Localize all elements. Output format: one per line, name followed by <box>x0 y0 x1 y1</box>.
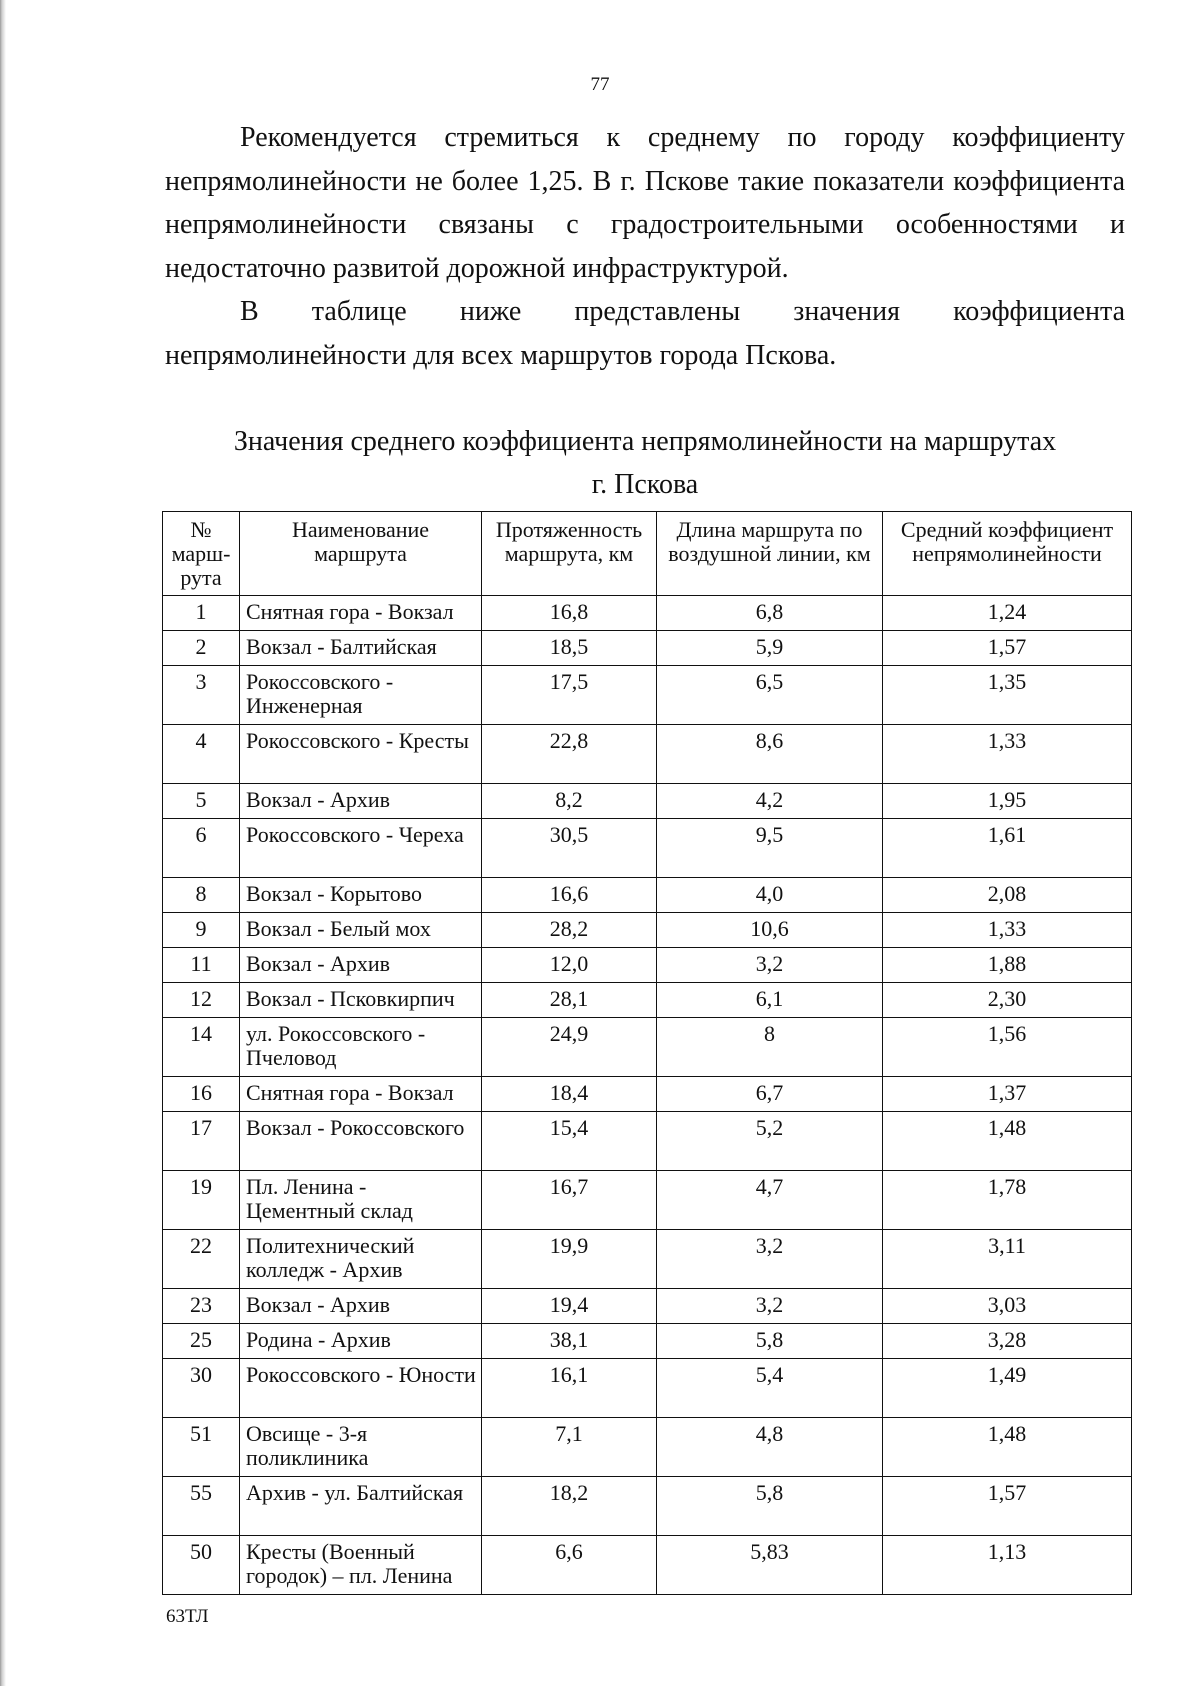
cell-route-length: 16,8 <box>482 596 657 631</box>
cell-avg-coefficient: 3,11 <box>883 1230 1132 1289</box>
table-row <box>163 1077 1132 1112</box>
cell-number: 23 <box>163 1289 240 1324</box>
header-air-distance: Длина маршрута по воздушной линии, км <box>657 512 883 596</box>
cell-number: 6 <box>163 819 240 878</box>
cell-route-name: Вокзал - Архив <box>240 1289 482 1324</box>
table-header-row <box>163 512 1132 596</box>
cell-number: 51 <box>163 1418 240 1477</box>
cell-number: 22 <box>163 1230 240 1289</box>
cell-route-name: Рокоссовского - Юности <box>240 1359 482 1418</box>
cell-number: 16 <box>163 1077 240 1112</box>
cell-air-distance: 9,5 <box>657 819 883 878</box>
cell-route-length: 22,8 <box>482 725 657 784</box>
cell-avg-coefficient: 2,30 <box>883 983 1132 1018</box>
cell-avg-coefficient: 3,03 <box>883 1289 1132 1324</box>
cell-avg-coefficient: 1,48 <box>883 1112 1132 1171</box>
routes-table-body <box>163 596 1132 1595</box>
table-row <box>163 1324 1132 1359</box>
cell-avg-coefficient: 1,56 <box>883 1018 1132 1077</box>
cell-air-distance: 5,83 <box>657 1536 883 1595</box>
table-row <box>163 596 1132 631</box>
cell-route-name: Вокзал - Архив <box>240 948 482 983</box>
cell-route-name: Рокоссовского - Инженерная <box>240 666 482 725</box>
cell-route-name: Рокоссовского - Череха <box>240 819 482 878</box>
cell-number: 17 <box>163 1112 240 1171</box>
cell-air-distance: 6,5 <box>657 666 883 725</box>
cell-air-distance: 8 <box>657 1018 883 1077</box>
cell-route-length: 6,6 <box>482 1536 657 1595</box>
table-row <box>163 878 1132 913</box>
cell-route-name: Вокзал - Архив <box>240 784 482 819</box>
page-number: 77 <box>590 74 610 95</box>
table-row <box>163 1418 1132 1477</box>
cell-route-length: 18,4 <box>482 1077 657 1112</box>
header-avg-coefficient: Средний коэффициент непрямолинейности <box>883 512 1132 596</box>
cell-route-length: 28,1 <box>482 983 657 1018</box>
cell-number: 14 <box>163 1018 240 1077</box>
cell-air-distance: 4,8 <box>657 1418 883 1477</box>
cell-number: 50 <box>163 1536 240 1595</box>
table-row <box>163 1359 1132 1418</box>
table-row <box>163 913 1132 948</box>
cell-number: 55 <box>163 1477 240 1536</box>
cell-route-name: Вокзал - Белый мох <box>240 913 482 948</box>
cell-route-length: 30,5 <box>482 819 657 878</box>
cell-route-name: Овсище - 3-я поликлиника <box>240 1418 482 1477</box>
cell-number: 25 <box>163 1324 240 1359</box>
cell-route-name: Снятная гора - Вокзал <box>240 596 482 631</box>
cell-route-name: ул. Рокоссовского - Пчеловод <box>240 1018 482 1077</box>
cell-route-length: 16,1 <box>482 1359 657 1418</box>
cell-avg-coefficient: 1,78 <box>883 1171 1132 1230</box>
table-title-line1: Значения среднего коэффициента непрямолинейности на маршрутах <box>233 426 1057 457</box>
cell-route-name: Кресты (Военный городок) – пл. Ленина <box>240 1536 482 1595</box>
cell-air-distance: 3,2 <box>657 1230 883 1289</box>
cell-number: 4 <box>163 725 240 784</box>
table-row <box>163 948 1132 983</box>
cell-air-distance: 5,2 <box>657 1112 883 1171</box>
cell-route-length: 12,0 <box>482 948 657 983</box>
table-row <box>163 1477 1132 1536</box>
cell-avg-coefficient: 3,28 <box>883 1324 1132 1359</box>
cell-route-name: Вокзал - Рокоссовского <box>240 1112 482 1171</box>
cell-air-distance: 4,7 <box>657 1171 883 1230</box>
table-title <box>160 420 1130 506</box>
cell-route-length: 8,2 <box>482 784 657 819</box>
paragraph-table-intro: В таблице ниже представлены значения коэффициента непрямолинейности для всех маршрутов города Пскова. <box>165 296 1125 371</box>
cell-air-distance: 3,2 <box>657 948 883 983</box>
cell-air-distance: 4,0 <box>657 878 883 913</box>
cell-air-distance: 4,2 <box>657 784 883 819</box>
table-row <box>163 819 1132 878</box>
cell-route-name: Рокоссовского - Кресты <box>240 725 482 784</box>
cell-route-name: Вокзал - Корытово <box>240 878 482 913</box>
table-row <box>163 1289 1132 1324</box>
cell-avg-coefficient: 1,95 <box>883 784 1132 819</box>
cell-avg-coefficient: 1,33 <box>883 913 1132 948</box>
cell-avg-coefficient: 1,37 <box>883 1077 1132 1112</box>
cell-route-name: Вокзал - Балтийская <box>240 631 482 666</box>
cell-avg-coefficient: 1,57 <box>883 631 1132 666</box>
cell-route-length: 38,1 <box>482 1324 657 1359</box>
cell-route-length: 19,4 <box>482 1289 657 1324</box>
table-row <box>163 1536 1132 1595</box>
cell-number: 11 <box>163 948 240 983</box>
table-row <box>163 784 1132 819</box>
table-row <box>163 666 1132 725</box>
cell-avg-coefficient: 1,33 <box>883 725 1132 784</box>
cell-route-name: Политехнический колледж - Архив <box>240 1230 482 1289</box>
table-title-line2: г. Пскова <box>591 469 699 500</box>
cell-avg-coefficient: 1,49 <box>883 1359 1132 1418</box>
cell-number: 3 <box>163 666 240 725</box>
cell-number: 12 <box>163 983 240 1018</box>
cell-route-length: 15,4 <box>482 1112 657 1171</box>
cell-number: 5 <box>163 784 240 819</box>
cell-avg-coefficient: 1,13 <box>883 1536 1132 1595</box>
cell-air-distance: 8,6 <box>657 725 883 784</box>
cell-number: 9 <box>163 913 240 948</box>
cell-avg-coefficient: 1,48 <box>883 1418 1132 1477</box>
cell-route-length: 16,6 <box>482 878 657 913</box>
cell-route-name: Родина - Архив <box>240 1324 482 1359</box>
cell-avg-coefficient: 1,61 <box>883 819 1132 878</box>
cell-route-length: 18,5 <box>482 631 657 666</box>
table-row <box>163 983 1132 1018</box>
cell-avg-coefficient: 1,88 <box>883 948 1132 983</box>
cell-route-length: 24,9 <box>482 1018 657 1077</box>
cell-route-name: Вокзал - Псковкирпич <box>240 983 482 1018</box>
cell-route-length: 16,7 <box>482 1171 657 1230</box>
cell-route-length: 7,1 <box>482 1418 657 1477</box>
cell-air-distance: 5,8 <box>657 1477 883 1536</box>
header-route-length: Протяженность маршрута, км <box>482 512 657 596</box>
table-row <box>163 1171 1132 1230</box>
cell-avg-coefficient: 2,08 <box>883 878 1132 913</box>
cell-avg-coefficient: 1,57 <box>883 1477 1132 1536</box>
cell-route-length: 19,9 <box>482 1230 657 1289</box>
cell-route-name: Снятная гора - Вокзал <box>240 1077 482 1112</box>
cell-route-length: 18,2 <box>482 1477 657 1536</box>
cell-number: 8 <box>163 878 240 913</box>
cell-number: 19 <box>163 1171 240 1230</box>
cell-route-length: 17,5 <box>482 666 657 725</box>
cell-air-distance: 6,7 <box>657 1077 883 1112</box>
header-number: № марш-рута <box>163 512 240 596</box>
cell-number: 2 <box>163 631 240 666</box>
table-row <box>163 1112 1132 1171</box>
table-row <box>163 631 1132 666</box>
cell-number: 1 <box>163 596 240 631</box>
paragraph-recommendation: Рекомендуется стремиться к среднему по городу коэффициенту непрямолинейности не более 1,25. В г. Пскове такие показатели коэффициента непрямолинейности связаны с градостроительными особенностями и недостаточно развитой дорожной инфраструктурой. <box>165 122 1125 284</box>
cell-air-distance: 6,1 <box>657 983 883 1018</box>
footer-code: 63ТЛ <box>166 1606 209 1627</box>
routes-table <box>162 511 1132 1595</box>
cell-air-distance: 5,9 <box>657 631 883 666</box>
cell-route-name: Архив - ул. Балтийская <box>240 1477 482 1536</box>
cell-avg-coefficient: 1,24 <box>883 596 1132 631</box>
cell-air-distance: 5,4 <box>657 1359 883 1418</box>
cell-avg-coefficient: 1,35 <box>883 666 1132 725</box>
cell-air-distance: 5,8 <box>657 1324 883 1359</box>
scan-edge <box>0 0 6 1686</box>
cell-route-length: 28,2 <box>482 913 657 948</box>
table-row <box>163 1018 1132 1077</box>
cell-air-distance: 10,6 <box>657 913 883 948</box>
table-row <box>163 1230 1132 1289</box>
table-row <box>163 725 1132 784</box>
cell-air-distance: 6,8 <box>657 596 883 631</box>
cell-number: 30 <box>163 1359 240 1418</box>
header-route-name: Наименование маршрута <box>240 512 482 596</box>
cell-air-distance: 3,2 <box>657 1289 883 1324</box>
cell-route-name: Пл. Ленина - Цементный склад <box>240 1171 482 1230</box>
